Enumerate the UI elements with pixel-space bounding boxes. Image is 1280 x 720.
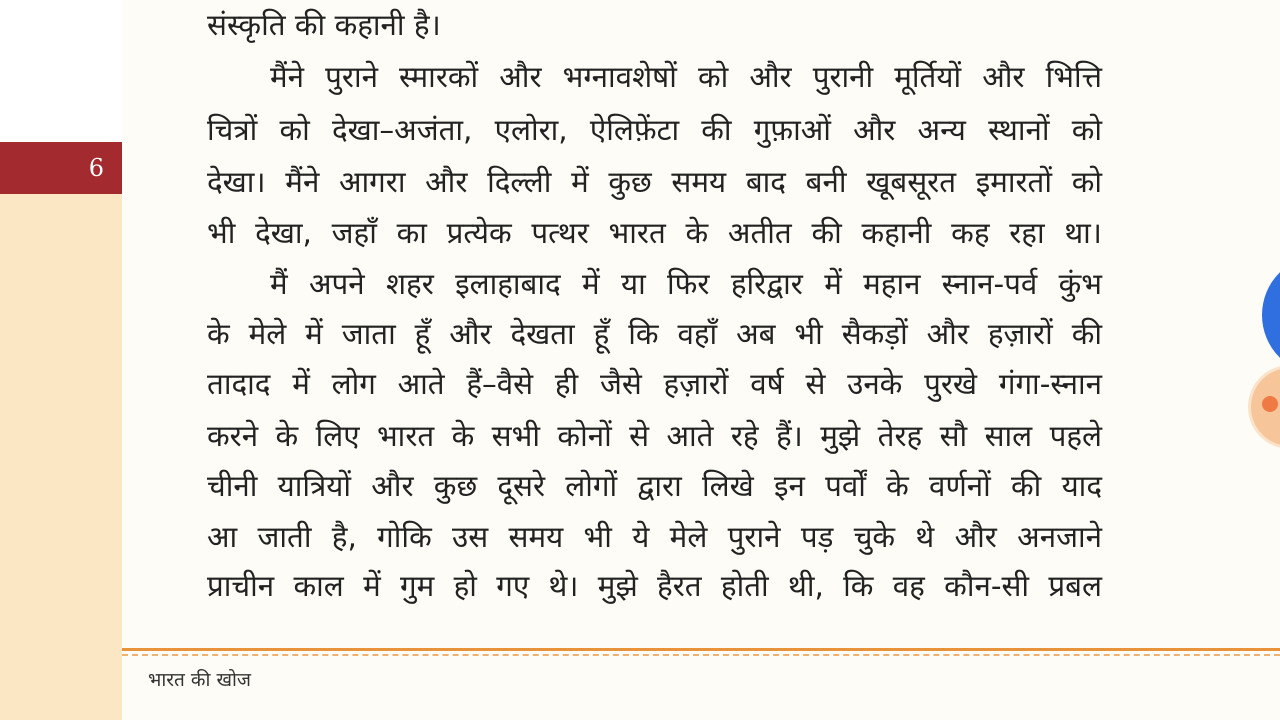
- text-line: मैंने पुराने स्मारकों और भग्नावशेषों को और पुरानी मूर्तियों और भित्ति: [270, 60, 1102, 94]
- text-line: देखा। मैंने आगरा और दिल्ली में कुछ समय बाद बनी खूबसूरत इमारतों को: [207, 165, 1102, 199]
- page-number: 6: [88, 154, 104, 182]
- text-line: के मेले में जाता हूँ और देखता हूँ कि वहाँ अब भी सैकड़ों और हज़ारों की: [207, 317, 1102, 351]
- text-line: तादाद में लोग आते हैं–वैसे ही जैसे हज़ारों वर्ष से उनके पुरखे गंगा-स्नान: [207, 367, 1102, 401]
- decorative-blue-shape: [1262, 255, 1280, 375]
- text-line: करने के लिए भारत के सभी कोनों से आते रहे हैं। मुझे तेरह सौ साल पहले: [207, 419, 1102, 453]
- left-margin-band: [0, 142, 122, 720]
- text-line: प्राचीन काल में गुम हो गए थे। मुझे हैरत होती थी, कि वह कौन-सी प्रबल: [207, 569, 1102, 603]
- footer-rule-dashed: [122, 654, 1280, 656]
- text-line: आ जाती है, गोकि उस समय भी ये मेले पुराने पड़ चुके थे और अनजाने: [207, 520, 1102, 554]
- text-line: चीनी यात्रियों और कुछ दूसरे लोगों द्वारा लिखे इन पर्वों के वर्णनों की याद: [207, 469, 1102, 503]
- text-line: भी देखा, जहाँ का प्रत्येक पत्थर भारत के अतीत की कहानी कह रहा था।: [207, 216, 1102, 250]
- book-title: भारत की खोज: [148, 669, 252, 691]
- text-line: संस्कृति की कहानी है।: [207, 8, 441, 42]
- page-number-tab: [0, 142, 122, 194]
- text-line: मैं अपने शहर इलाहाबाद में या फिर हरिद्वार में महान स्नान-पर्व कुंभ: [270, 267, 1102, 301]
- text-line: चित्रों को देखा–अजंता, एलोरा, ऐलिफ़ेंटा की गुफ़ाओं और अन्य स्थानों को: [207, 113, 1102, 147]
- footer-rule: [122, 648, 1280, 651]
- decorative-orange-dot: [1262, 396, 1278, 412]
